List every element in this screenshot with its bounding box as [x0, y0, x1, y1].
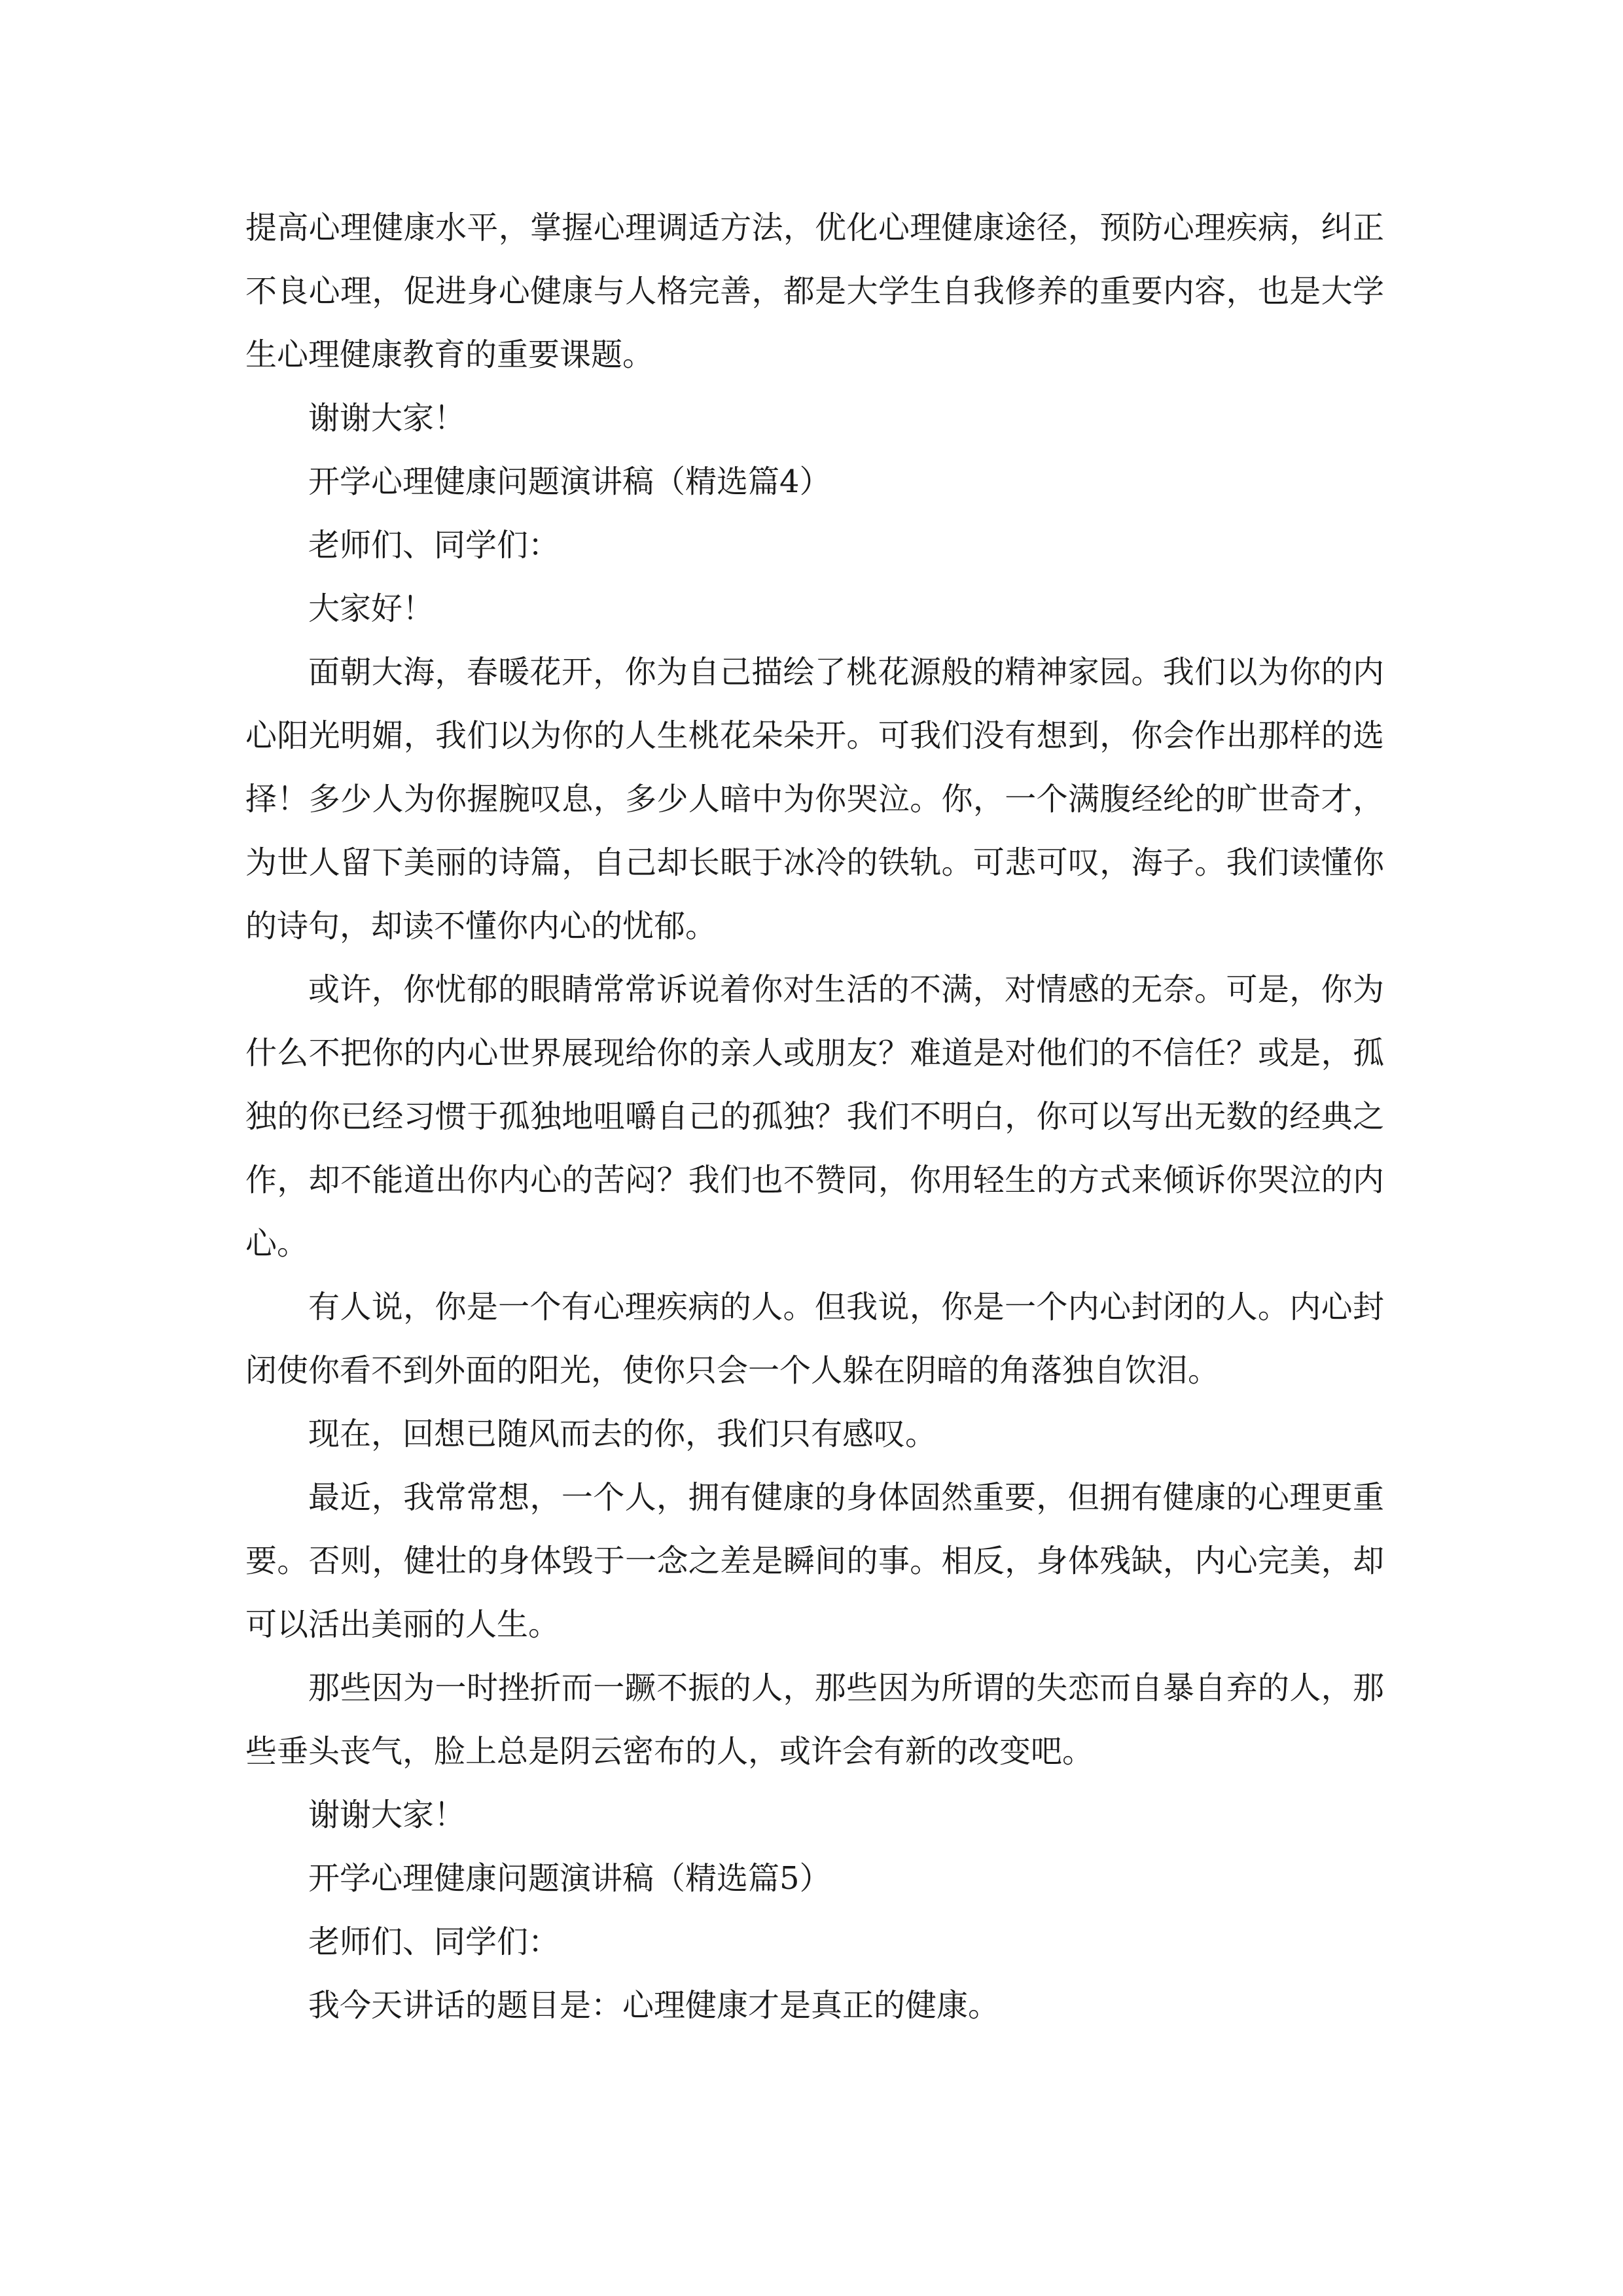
paragraph: 或许，你忧郁的眼睛常常诉说着你对生活的不满，对情感的无奈。可是，你为什么不把你的内心世界展现给你的亲人或朋友？难道是对他们的不信任？或是，孤独的你已经习惯于孤独地咀嚼自己的孤独？我们不明白，你可以写出无数的经典之作，却不能道出你内心的苦闷？我们也不赞同，你用轻生的方式来倾诉你哭泣的内心。 [245, 971, 1384, 1262]
paragraph: 有人说，你是一个有心理疾病的人。但我说，你是一个内心封闭的人。内心封闭使你看不到外面的阳光，使你只会一个人躲在阴暗的角落独自饮泪。 [245, 1289, 1384, 1389]
section-title: 开学心理健康问题演讲稿（精选篇5） [308, 1860, 831, 1897]
section-title: 开学心理健康问题演讲稿（精选篇4） [308, 463, 831, 500]
paragraph: 面朝大海，春暖花开，你为自己描绘了桃花源般的精神家园。我们以为你的内心阳光明媚，我们以为你的人生桃花朵朵开。可我们没有想到，你会作出那样的选择！多少人为你握腕叹息，多少人暗中为你哭泣。你，一个满腹经纶的旷世奇才，为世人留下美丽的诗篇，自己却长眠于冰冷的铁轨。可悲可叹，海子。我们读懂你的诗句，却读不懂你内心的忧郁。 [245, 654, 1384, 944]
paragraph: 提高心理健康水平，掌握心理调适方法，优化心理健康途径，预防心理疾病，纠正不良心理，促进身心健康与人格完善，都是大学生自我修养的重要内容，也是大学生心理健康教育的重要课题。 [245, 209, 1384, 373]
closing-thanks: 谢谢大家！ [308, 1797, 466, 1833]
paragraph: 现在，回想已随风而去的你，我们只有感叹。 [308, 1416, 937, 1452]
closing-thanks: 谢谢大家！ [308, 400, 466, 437]
document-body [245, 196, 1384, 2037]
greeting: 大家好！ [308, 590, 435, 627]
salutation: 老师们、同学们： [308, 1924, 560, 1960]
paragraph: 最近，我常常想，一个人，拥有健康的身体固然重要，但拥有健康的心理更重要。否则，健壮的身体毁于一念之差是瞬间的事。相反，身体残缺，内心完美，却可以活出美丽的人生。 [245, 1479, 1384, 1643]
paragraph: 我今天讲话的题目是：心理健康才是真正的健康。 [308, 1987, 1000, 2024]
salutation: 老师们、同学们： [308, 527, 560, 564]
paragraph: 那些因为一时挫折而一蹶不振的人，那些因为所谓的失恋而自暴自弃的人，那些垂头丧气，脸上总是阴云密布的人，或许会有新的改变吧。 [245, 1670, 1384, 1770]
